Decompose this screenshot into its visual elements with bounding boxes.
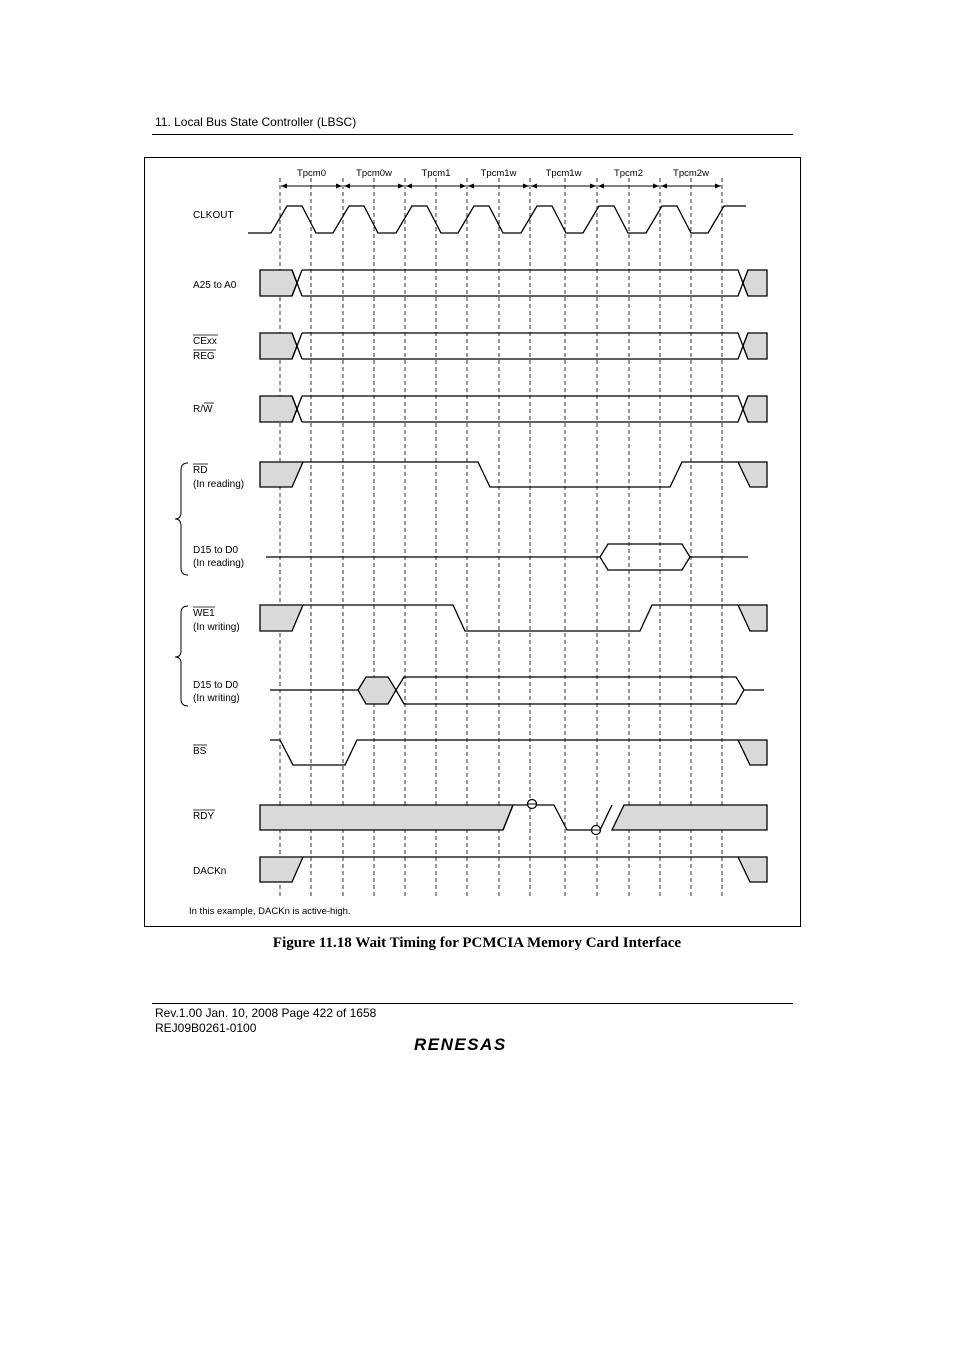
label-dackn: DACKn [193, 866, 227, 877]
footer-revision: Rev.1.00 Jan. 10, 2008 Page 422 of 1658 [155, 1006, 377, 1020]
label-data-read-sub: (In reading) [193, 558, 245, 569]
label-data-write: D15 to D0 [193, 680, 239, 691]
label-address: A25 to A0 [193, 280, 237, 291]
label-data-write-sub: (In writing) [193, 693, 240, 704]
period-arrowhead [715, 184, 721, 189]
label-data-read: D15 to D0 [193, 545, 239, 556]
period-arrowhead [661, 184, 667, 189]
period-arrowhead [344, 184, 350, 189]
label-rd: RD [193, 465, 208, 476]
label-rdy: RDY [193, 811, 215, 822]
period-arrowhead [406, 184, 412, 189]
timing-guides [280, 178, 722, 898]
label-rw: R/W [193, 404, 213, 415]
data-write-waveform [270, 677, 764, 704]
period-arrowhead [523, 184, 529, 189]
label-bs: BS [193, 746, 207, 757]
period-arrowhead [281, 184, 287, 189]
clkout-waveform [248, 206, 746, 233]
period-arrowhead [598, 184, 604, 189]
read-group-brace [175, 463, 188, 575]
label-rd-sub: (In reading) [193, 479, 245, 490]
label-clkout: CLKOUT [193, 210, 234, 221]
section-header: 11. Local Bus State Controller (LBSC) [155, 115, 357, 129]
period-arrowhead [653, 184, 659, 189]
renesas-logo [412, 1034, 534, 1054]
period-label: Tpcm0w [356, 168, 392, 179]
period-arrowhead [531, 184, 537, 189]
figure-caption: Figure 11.18 Wait Timing for PCMCIA Memory Card Interface [272, 935, 682, 951]
write-group-brace [175, 606, 188, 706]
period-label: Tpcm1w [545, 168, 582, 179]
period-label: Tpcm0 [296, 168, 327, 179]
label-we1-sub: (In writing) [193, 622, 240, 633]
period-arrowhead [336, 184, 342, 189]
figure-note: In this example, DACKn is active-high. [189, 906, 351, 917]
period-label: Tpcm1w [480, 168, 517, 179]
logo-text: RENESAS [414, 1035, 507, 1054]
period-label: Tpcm2w [673, 168, 709, 179]
period-label: Tpcm2 [613, 168, 644, 179]
period-arrowhead [468, 184, 474, 189]
rdy-waveform [260, 800, 767, 835]
period-arrowhead [460, 184, 466, 189]
footer-rule [152, 1003, 793, 1004]
period-markers [281, 168, 721, 189]
label-we1: WE1 [193, 608, 215, 619]
label-cexx: CExx [193, 336, 217, 347]
label-reg: REG [193, 351, 215, 362]
bs-waveform [270, 740, 767, 765]
data-read-waveform [266, 544, 748, 570]
period-arrowhead [590, 184, 596, 189]
period-arrowhead [398, 184, 404, 189]
period-label: Tpcm1 [421, 168, 451, 179]
footer-doc-number: REJ09B0261-0100 [155, 1021, 257, 1035]
label-rw-w: W [203, 404, 213, 415]
